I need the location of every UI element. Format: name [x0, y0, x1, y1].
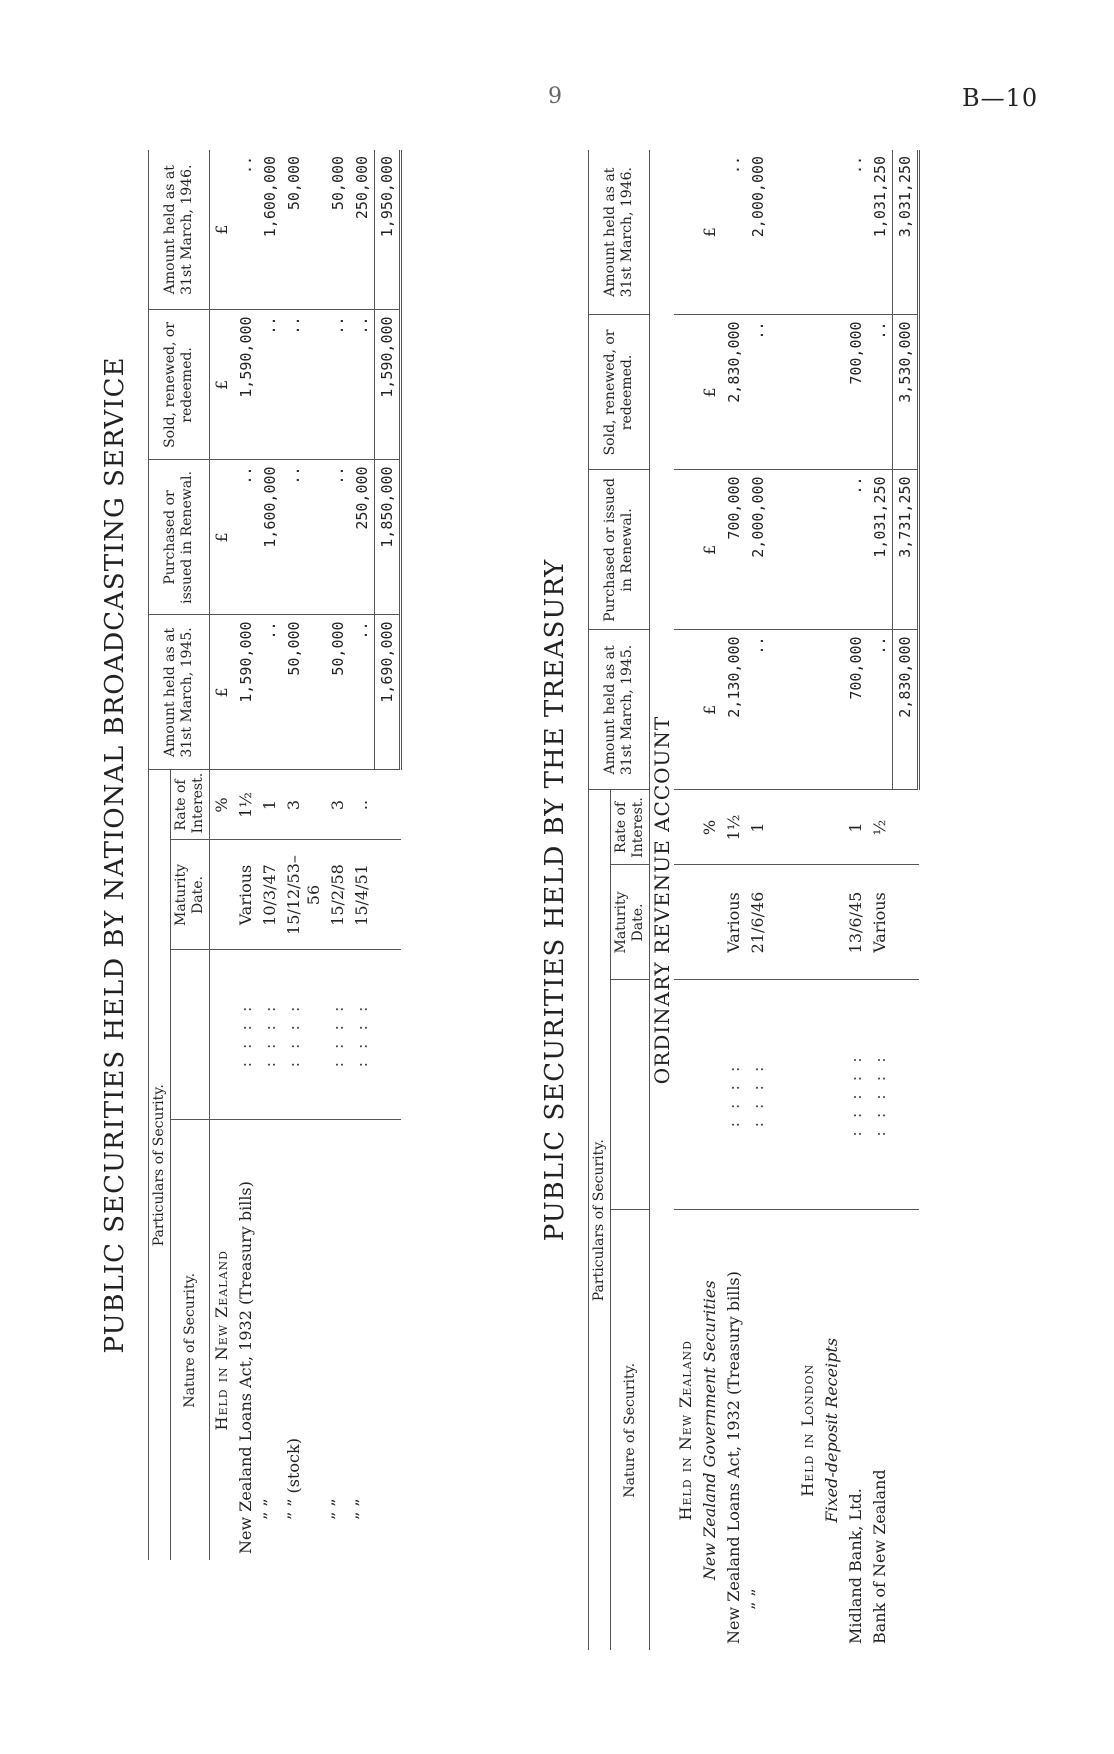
- rate-cell: 1: [258, 770, 282, 840]
- rate-header: Rate of Interest.: [171, 770, 210, 840]
- held-1946-cell: ..: [237, 155, 255, 175]
- held-1946-cell: ..: [725, 155, 743, 175]
- table1-title: PUBLIC SECURITIES HELD BY NATIONAL BROADCASTING SERVICE: [100, 356, 130, 1354]
- group2-subheading-row: [820, 150, 844, 1650]
- rate-cell: ½: [868, 790, 893, 865]
- total-purchased: 3,731,250: [893, 470, 919, 630]
- money-unit: £: [212, 224, 231, 235]
- group-subheading: Fixed-deposit Receipts: [820, 1210, 844, 1650]
- purchased-cell: 250,000: [350, 460, 375, 615]
- purchased-cell: 1,600,000: [258, 460, 282, 615]
- sold-cell: ..: [868, 315, 893, 470]
- spacer-row: [770, 150, 796, 1650]
- nature-cell: ” ”: [746, 1210, 770, 1650]
- sold-header: Sold, renewed, or redeemed.: [149, 310, 210, 460]
- table-row: [234, 150, 258, 1560]
- particulars-header: Particulars of Security.: [149, 770, 171, 1560]
- held-1945-cell: ..: [868, 630, 893, 790]
- held-1945-cell: ..: [258, 615, 282, 770]
- treasury-securities-table: [588, 150, 920, 1650]
- rate-cell: 3: [282, 770, 326, 840]
- maturity-header: Maturity Date.: [611, 865, 650, 980]
- money-unit: £: [210, 460, 235, 615]
- nature-cell: ” ”: [350, 1120, 375, 1560]
- maturity-cell: Various: [722, 865, 746, 980]
- group2-heading-row: [796, 150, 820, 1650]
- totals-row: [375, 150, 401, 1560]
- nature-cell: Midland Bank, Ltd.: [844, 1210, 868, 1650]
- leader-dots: : : : :: [326, 950, 350, 1120]
- sold-cell: 1,590,000: [234, 310, 258, 460]
- money-unit: £: [698, 630, 722, 790]
- leader-dots: : : : : :: [844, 980, 868, 1210]
- maturity-header: Maturity Date.: [171, 840, 210, 950]
- total-held-1946: 1,950,000: [375, 150, 401, 310]
- held-1945-cell: 2,130,000: [722, 630, 746, 790]
- table-row: [844, 150, 868, 1650]
- purchased-cell: ..: [234, 460, 258, 615]
- held-1945-header: Amount held as at 31st March, 1945.: [589, 630, 650, 790]
- totals-row: [893, 150, 919, 1650]
- nature-cell: Bank of New Zealand: [868, 1210, 893, 1650]
- purchased-cell: ..: [326, 460, 350, 615]
- leader-dots: : : : :: [258, 950, 282, 1120]
- broadcasting-section: [100, 150, 480, 1560]
- sold-cell: ..: [746, 315, 770, 470]
- total-held-1945: 1,690,000: [375, 615, 401, 770]
- leader-dots: : : : :: [350, 950, 375, 1120]
- group-heading: Held in London: [796, 1210, 820, 1650]
- nature-cell: New Zealand Loans Act, 1932 (Treasury bills): [722, 1210, 746, 1650]
- group-subheading: New Zealand Government Securities: [698, 1210, 722, 1650]
- particulars-header: Particulars of Security.: [589, 790, 611, 1650]
- account-heading-row: [650, 150, 675, 1650]
- held-1945-cell: 50,000: [282, 615, 326, 770]
- group1-heading-row: [674, 150, 698, 1650]
- purchased-header: Purchased or issued in Renewal.: [149, 460, 210, 615]
- money-unit: £: [698, 470, 722, 630]
- leader-header: [171, 950, 210, 1120]
- money-unit: £: [700, 227, 719, 238]
- sold-cell: 2,830,000: [722, 315, 746, 470]
- sold-cell: ..: [258, 310, 282, 460]
- maturity-cell: 13/6/45: [844, 865, 868, 980]
- rate-unit: %: [210, 770, 235, 840]
- held-1946-cell: 2,000,000: [749, 155, 767, 238]
- leader-dots: : : : :: [234, 950, 258, 1120]
- table1-header-row: [149, 150, 171, 1560]
- group-heading: Held in New Zealand: [674, 1210, 698, 1650]
- nature-cell: ” ”: [326, 1120, 350, 1560]
- account-heading: ORDINARY REVENUE ACCOUNT: [650, 715, 674, 1085]
- table-row: [868, 150, 893, 1650]
- held-1945-cell: 700,000: [844, 630, 868, 790]
- sold-cell: 700,000: [844, 315, 868, 470]
- held-1945-cell: ..: [350, 615, 375, 770]
- total-held-1946: 3,031,250: [893, 150, 919, 315]
- nature-header: Nature of Security.: [171, 1120, 210, 1560]
- leader-dots: : : : : :: [868, 980, 893, 1210]
- held-1946-cell: 50,000: [285, 155, 303, 211]
- purchased-header: Purchased or issued in Renewal.: [589, 470, 650, 630]
- purchased-cell: 2,000,000: [746, 470, 770, 630]
- purchased-cell: 700,000: [722, 470, 746, 630]
- rate-cell: 1½: [234, 770, 258, 840]
- leader-header: [611, 980, 650, 1210]
- maturity-cell: 15/4/51: [350, 840, 375, 950]
- rate-unit: %: [698, 790, 722, 865]
- nature-header: Nature of Security.: [611, 1210, 650, 1650]
- nature-cell: ” ” (stock): [282, 1120, 326, 1560]
- sold-header: Sold, renewed, or redeemed.: [589, 315, 650, 470]
- money-unit: £: [210, 615, 235, 770]
- total-purchased: 1,850,000: [375, 460, 401, 615]
- rate-cell: 1: [844, 790, 868, 865]
- rate-cell: 1: [746, 790, 770, 865]
- leader-dots: : : : :: [746, 980, 770, 1210]
- held-1945-cell: 1,590,000: [234, 615, 258, 770]
- held-1945-cell: 50,000: [326, 615, 350, 770]
- broadcasting-securities-table: [148, 150, 402, 1560]
- sold-cell: ..: [326, 310, 350, 460]
- purchased-cell: ..: [282, 460, 326, 615]
- money-unit: £: [210, 310, 235, 460]
- table-row: [282, 150, 326, 1560]
- held-1946-header: Amount held as at 31st March, 1946.: [589, 150, 650, 315]
- table-row: [722, 150, 746, 1650]
- units-row: [698, 150, 722, 1650]
- maturity-cell: 10/3/47: [258, 840, 282, 950]
- table-row: [350, 150, 375, 1560]
- rate-header: Rate of Interest.: [611, 790, 650, 865]
- held-1946-cell: ..: [847, 155, 865, 175]
- sold-cell: ..: [282, 310, 326, 460]
- nature-cell: ” ”: [258, 1120, 282, 1560]
- held-1946-cell: 50,000: [329, 155, 347, 211]
- maturity-cell: 21/6/46: [746, 865, 770, 980]
- purchased-cell: ..: [844, 470, 868, 630]
- page-number: 9: [548, 84, 562, 109]
- total-sold: 3,530,000: [893, 315, 919, 470]
- group-heading: Held in New Zealand: [210, 1120, 235, 1560]
- leader-dots: : : : :: [282, 950, 326, 1120]
- table-row: [746, 150, 770, 1650]
- maturity-cell: 15/12/53–56: [282, 840, 326, 950]
- held-1945-header: Amount held as at 31st March, 1945.: [149, 615, 210, 770]
- treasury-section: [540, 150, 995, 1650]
- total-sold: 1,590,000: [375, 310, 401, 460]
- held-1946-cell: 250,000: [353, 155, 371, 220]
- rate-cell: ..: [350, 770, 375, 840]
- page-reference: B—10: [962, 84, 1039, 112]
- maturity-cell: Various: [234, 840, 258, 950]
- units-row: [210, 150, 235, 1560]
- maturity-cell: Various: [868, 865, 893, 980]
- nature-cell: New Zealand Loans Act, 1932 (Treasury bills): [234, 1120, 258, 1560]
- held-1946-cell: 1,600,000: [261, 155, 279, 238]
- held-1946-header: Amount held as at 31st March, 1946.: [149, 150, 210, 310]
- leader-dots: : : : :: [722, 980, 746, 1210]
- table2-title: PUBLIC SECURITIES HELD BY THE TREASURY: [540, 558, 570, 1242]
- rate-cell: 1½: [722, 790, 746, 865]
- rate-cell: 3: [326, 770, 350, 840]
- total-held-1945: 2,830,000: [893, 630, 919, 790]
- sold-cell: ..: [350, 310, 375, 460]
- maturity-cell: 15/2/58: [326, 840, 350, 950]
- held-1945-cell: ..: [746, 630, 770, 790]
- table-row: [258, 150, 282, 1560]
- table2-header-row: [589, 150, 611, 1650]
- purchased-cell: 1,031,250: [868, 470, 893, 630]
- held-1946-cell: 1,031,250: [871, 155, 889, 238]
- money-unit: £: [698, 315, 722, 470]
- table-row: [326, 150, 350, 1560]
